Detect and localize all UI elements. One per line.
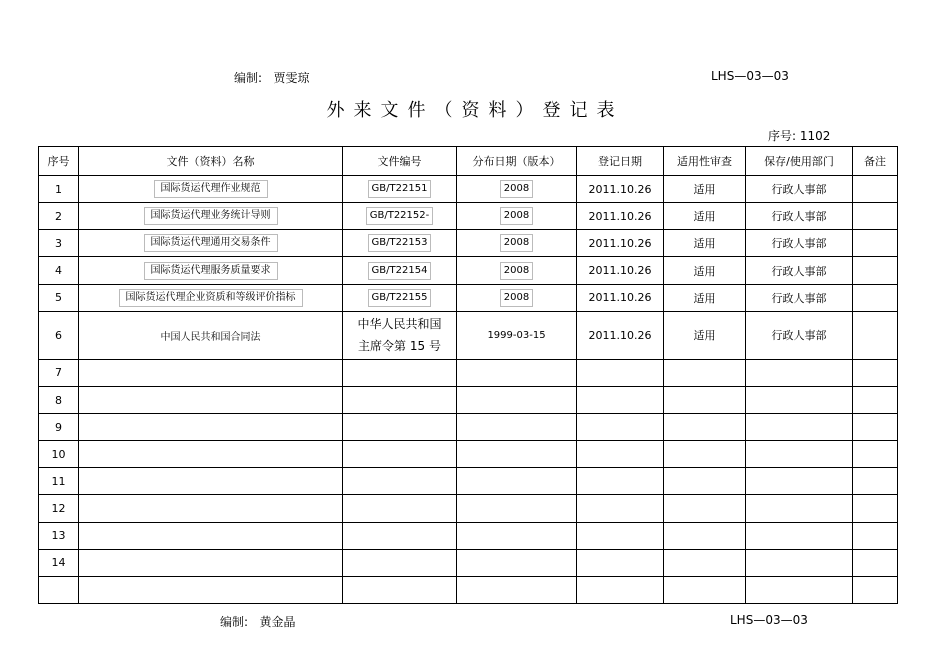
- footer-editor: [220, 613, 296, 630]
- col-header-note: 备注: [853, 147, 898, 176]
- header-editor: [234, 69, 310, 86]
- row-reg-date: 2011.10.26: [577, 203, 664, 230]
- footer-doc-code: LHS—03—03: [730, 613, 808, 627]
- row-note: [853, 230, 898, 257]
- row-version: 2008: [500, 180, 533, 198]
- row-reg-date: 2011.10.26: [577, 176, 664, 203]
- table-row-empty: [39, 441, 898, 468]
- table-row: [39, 257, 898, 284]
- row-note: [853, 257, 898, 284]
- table-row-empty: [39, 386, 898, 413]
- row-no: 9: [39, 414, 79, 441]
- row-note: [853, 176, 898, 203]
- row-name: 国际货运代理服务质量要求: [144, 262, 278, 280]
- table-row: [39, 203, 898, 230]
- table-header-row: [39, 147, 898, 176]
- table-row: [39, 311, 898, 359]
- footer-editor-label: 编制:: [220, 615, 249, 629]
- row-dept: 行政人事部: [746, 176, 853, 203]
- row-name: 国际货运代理通用交易条件: [144, 234, 278, 252]
- row-code: GB/T22152-: [366, 207, 434, 225]
- register-table: [38, 146, 898, 604]
- row-no: 8: [39, 386, 79, 413]
- row-no: 13: [39, 522, 79, 549]
- header-editor-label: 编制:: [234, 71, 263, 85]
- row-reg-date: 2011.10.26: [577, 257, 664, 284]
- row-dept: 行政人事部: [746, 284, 853, 311]
- row-applicable: 适用: [664, 203, 746, 230]
- row-name: 国际货运代理业务统计导则: [144, 207, 278, 225]
- row-note: [853, 284, 898, 311]
- row-note: [853, 203, 898, 230]
- col-header-reg-date: 登记日期: [577, 147, 664, 176]
- header-doc-code: LHS—03—03: [711, 69, 789, 83]
- col-header-code: 文件编号: [343, 147, 457, 176]
- serial-value: 1102: [799, 129, 831, 143]
- row-reg-date: 2011.10.26: [577, 311, 664, 359]
- col-header-version: 分布日期（版本）: [457, 147, 577, 176]
- table-row: [39, 176, 898, 203]
- row-code-line2: 主席令第 15 号: [358, 339, 441, 354]
- row-code: GB/T22151: [368, 180, 432, 198]
- row-no: 1: [39, 176, 79, 203]
- page-title: 外来文件（资料）登记表: [326, 100, 624, 121]
- col-header-name: 文件（资料）名称: [79, 147, 343, 176]
- row-no: 6: [39, 311, 79, 359]
- row-no: 7: [39, 359, 79, 386]
- row-name: 国际货运代理作业规范: [154, 180, 268, 198]
- table-row-empty: [39, 576, 898, 603]
- row-reg-date: 2011.10.26: [577, 230, 664, 257]
- row-no: 4: [39, 257, 79, 284]
- row-no: [39, 576, 79, 603]
- col-header-dept: 保存/使用部门: [746, 147, 853, 176]
- row-version: 2008: [500, 207, 533, 225]
- row-applicable: 适用: [664, 176, 746, 203]
- row-version: 2008: [500, 262, 533, 280]
- row-applicable: 适用: [664, 311, 746, 359]
- table-row-empty: [39, 522, 898, 549]
- row-name: 中国人民共和国合同法: [79, 311, 343, 359]
- table-row-empty: [39, 359, 898, 386]
- col-header-applicable: 适用性审查: [664, 147, 746, 176]
- row-version: 1999-03-15: [457, 311, 577, 359]
- col-header-no: 序号: [39, 147, 79, 176]
- row-code: GB/T22153: [368, 234, 432, 252]
- row-applicable: 适用: [664, 284, 746, 311]
- row-code-line1: 中华人民共和国: [357, 317, 442, 332]
- row-note: [853, 311, 898, 359]
- row-no: 3: [39, 230, 79, 257]
- table-row-empty: [39, 549, 898, 576]
- table-row-empty: [39, 495, 898, 522]
- row-no: 2: [39, 203, 79, 230]
- serial-label: 序号:: [768, 129, 797, 143]
- table-row-empty: [39, 414, 898, 441]
- footer-editor-name: 黄金晶: [259, 615, 296, 629]
- row-no: 12: [39, 495, 79, 522]
- table-row: [39, 284, 898, 311]
- row-version: 2008: [500, 234, 533, 252]
- row-name: 国际货运代理企业资质和等级评价指标: [119, 289, 303, 307]
- row-no: 5: [39, 284, 79, 311]
- row-no: 14: [39, 549, 79, 576]
- row-dept: 行政人事部: [746, 203, 853, 230]
- serial-number: [768, 127, 830, 144]
- table-row: [39, 230, 898, 257]
- row-dept: 行政人事部: [746, 311, 853, 359]
- row-no: 10: [39, 441, 79, 468]
- row-dept: 行政人事部: [746, 230, 853, 257]
- row-dept: 行政人事部: [746, 257, 853, 284]
- row-reg-date: 2011.10.26: [577, 284, 664, 311]
- row-applicable: 适用: [664, 257, 746, 284]
- row-code: GB/T22154: [368, 262, 432, 280]
- table-row-empty: [39, 468, 898, 495]
- row-applicable: 适用: [664, 230, 746, 257]
- header-editor-name: 贾雯琼: [273, 71, 310, 85]
- row-version: 2008: [500, 289, 533, 307]
- row-code: GB/T22155: [368, 289, 432, 307]
- row-no: 11: [39, 468, 79, 495]
